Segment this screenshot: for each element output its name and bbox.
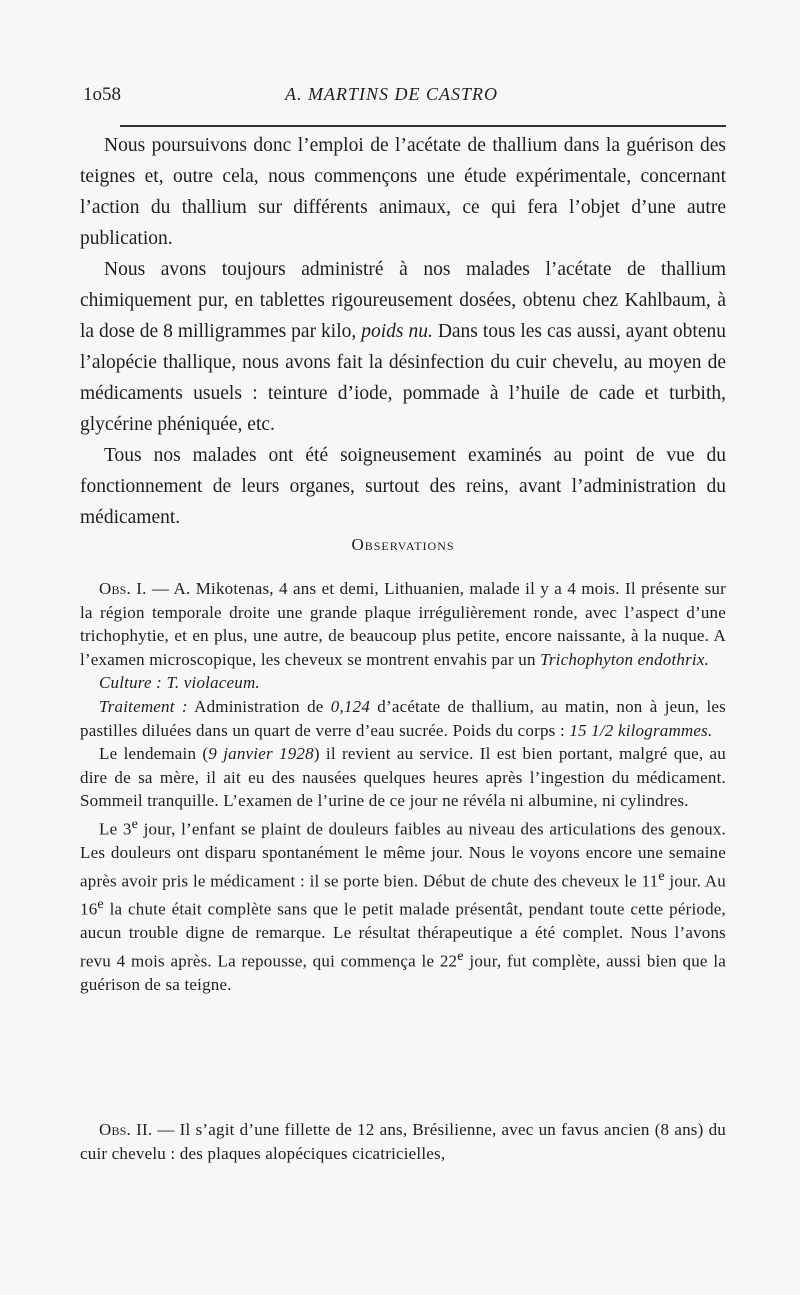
intro-text <box>80 130 726 533</box>
running-head: A. MARTINS DE CASTRO <box>285 84 498 104</box>
header-rule <box>120 125 726 127</box>
paragraph: Nous poursuivons donc l’emploi de l’acétate de thallium dans la guérison des teignes et, outre cela, nous commençons une étude expérimentale, concernant l’action du thallium sur différents animaux, ce qui fera l’objet d’une autre publication. <box>80 135 726 249</box>
obs-paragraph: Traitement : Administration de 0,124 d’acétate de thallium, au matin, non à jeun, les pastilles diluées dans un quart de verre d’eau sucrée. Poids du corps : 15 1/2 kilogrammes. <box>80 696 726 740</box>
obs-paragraph: Le 3e jour, l’enfant se plaint de douleurs faibles au niveau des articulations des genoux. Les douleurs ont disparu spontanément le même jour. Nous le voyons encore une semaine après avoir pris le médicament : il se porte bien. Début de chute des cheveux le 11e jour. Au 16e la chute était complète sans que le petit malade présentât, pendant toute cette période, aucun trouble digne de remarque. Le résultat thérapeutique a été complet. Nous l’avons revu 4 mois après. La repousse, qui commença le 22e jour, fut complète, aussi bien que la guérison de sa teigne. <box>80 815 727 995</box>
obs-paragraph: Culture : T. violaceum. <box>99 673 260 693</box>
page-number: 1o58 <box>83 84 121 105</box>
section-heading: Observations <box>351 535 455 554</box>
observation-1 <box>80 577 726 997</box>
obs-label: Obs. I. <box>99 579 147 598</box>
paragraph: Nous avons toujours administré à nos malades l’acétate de thallium chimiquement pur, en tablettes rigoureusement dosées, obtenu chez Kahlbaum, à la dose de 8 milligrammes par kilo, poids nu. Dans tous les cas aussi, ayant obtenu l’alopécie thallique, nous avons fait la désinfection du cuir chevelu, au moyen de médicaments usuels : teinture d’iode, pommade à l’huile de cade et turbith, glycérine phéniquée, etc. <box>80 259 726 435</box>
observation-2 <box>80 1118 726 1165</box>
obs-paragraph: Le lendemain (9 janvier 1928) il revient au service. Il est bien portant, malgré que, au dire de sa mère, il ait eu des nausées quelques heures après l’ingestion du médicament. Sommeil tranquille. L’examen de l’urine de ce jour ne révéla ni albumine, ni cylindres. <box>80 744 727 811</box>
page-header <box>80 84 726 114</box>
obs-paragraph: Obs. II. — Il s’agit d’une fillette de 12 ans, Brésilienne, avec un favus ancien (8 ans) du cuir chevelu : des plaques alopéciques cicatricielles, <box>80 1120 726 1163</box>
obs-label: Obs. II. <box>99 1120 153 1139</box>
paragraph: Tous nos malades ont été soigneusement examinés au point de vue du fonctionnement de leurs organes, surtout des reins, avant l’administration du médicament. <box>80 445 726 528</box>
obs-paragraph: Obs. I. — A. Mikotenas, 4 ans et demi, Lithuanien, malade il y a 4 mois. Il présente sur la région temporale droite une grande plaque irrégulièrement ronde, avec l’aspect d’une trichophytie, et en plus, une autre, de beaucoup plus petite, encore naissante, à la nuque. A l’examen microscopique, les cheveux se montrent envahis par un Trichophyton endothrix. <box>80 579 726 669</box>
